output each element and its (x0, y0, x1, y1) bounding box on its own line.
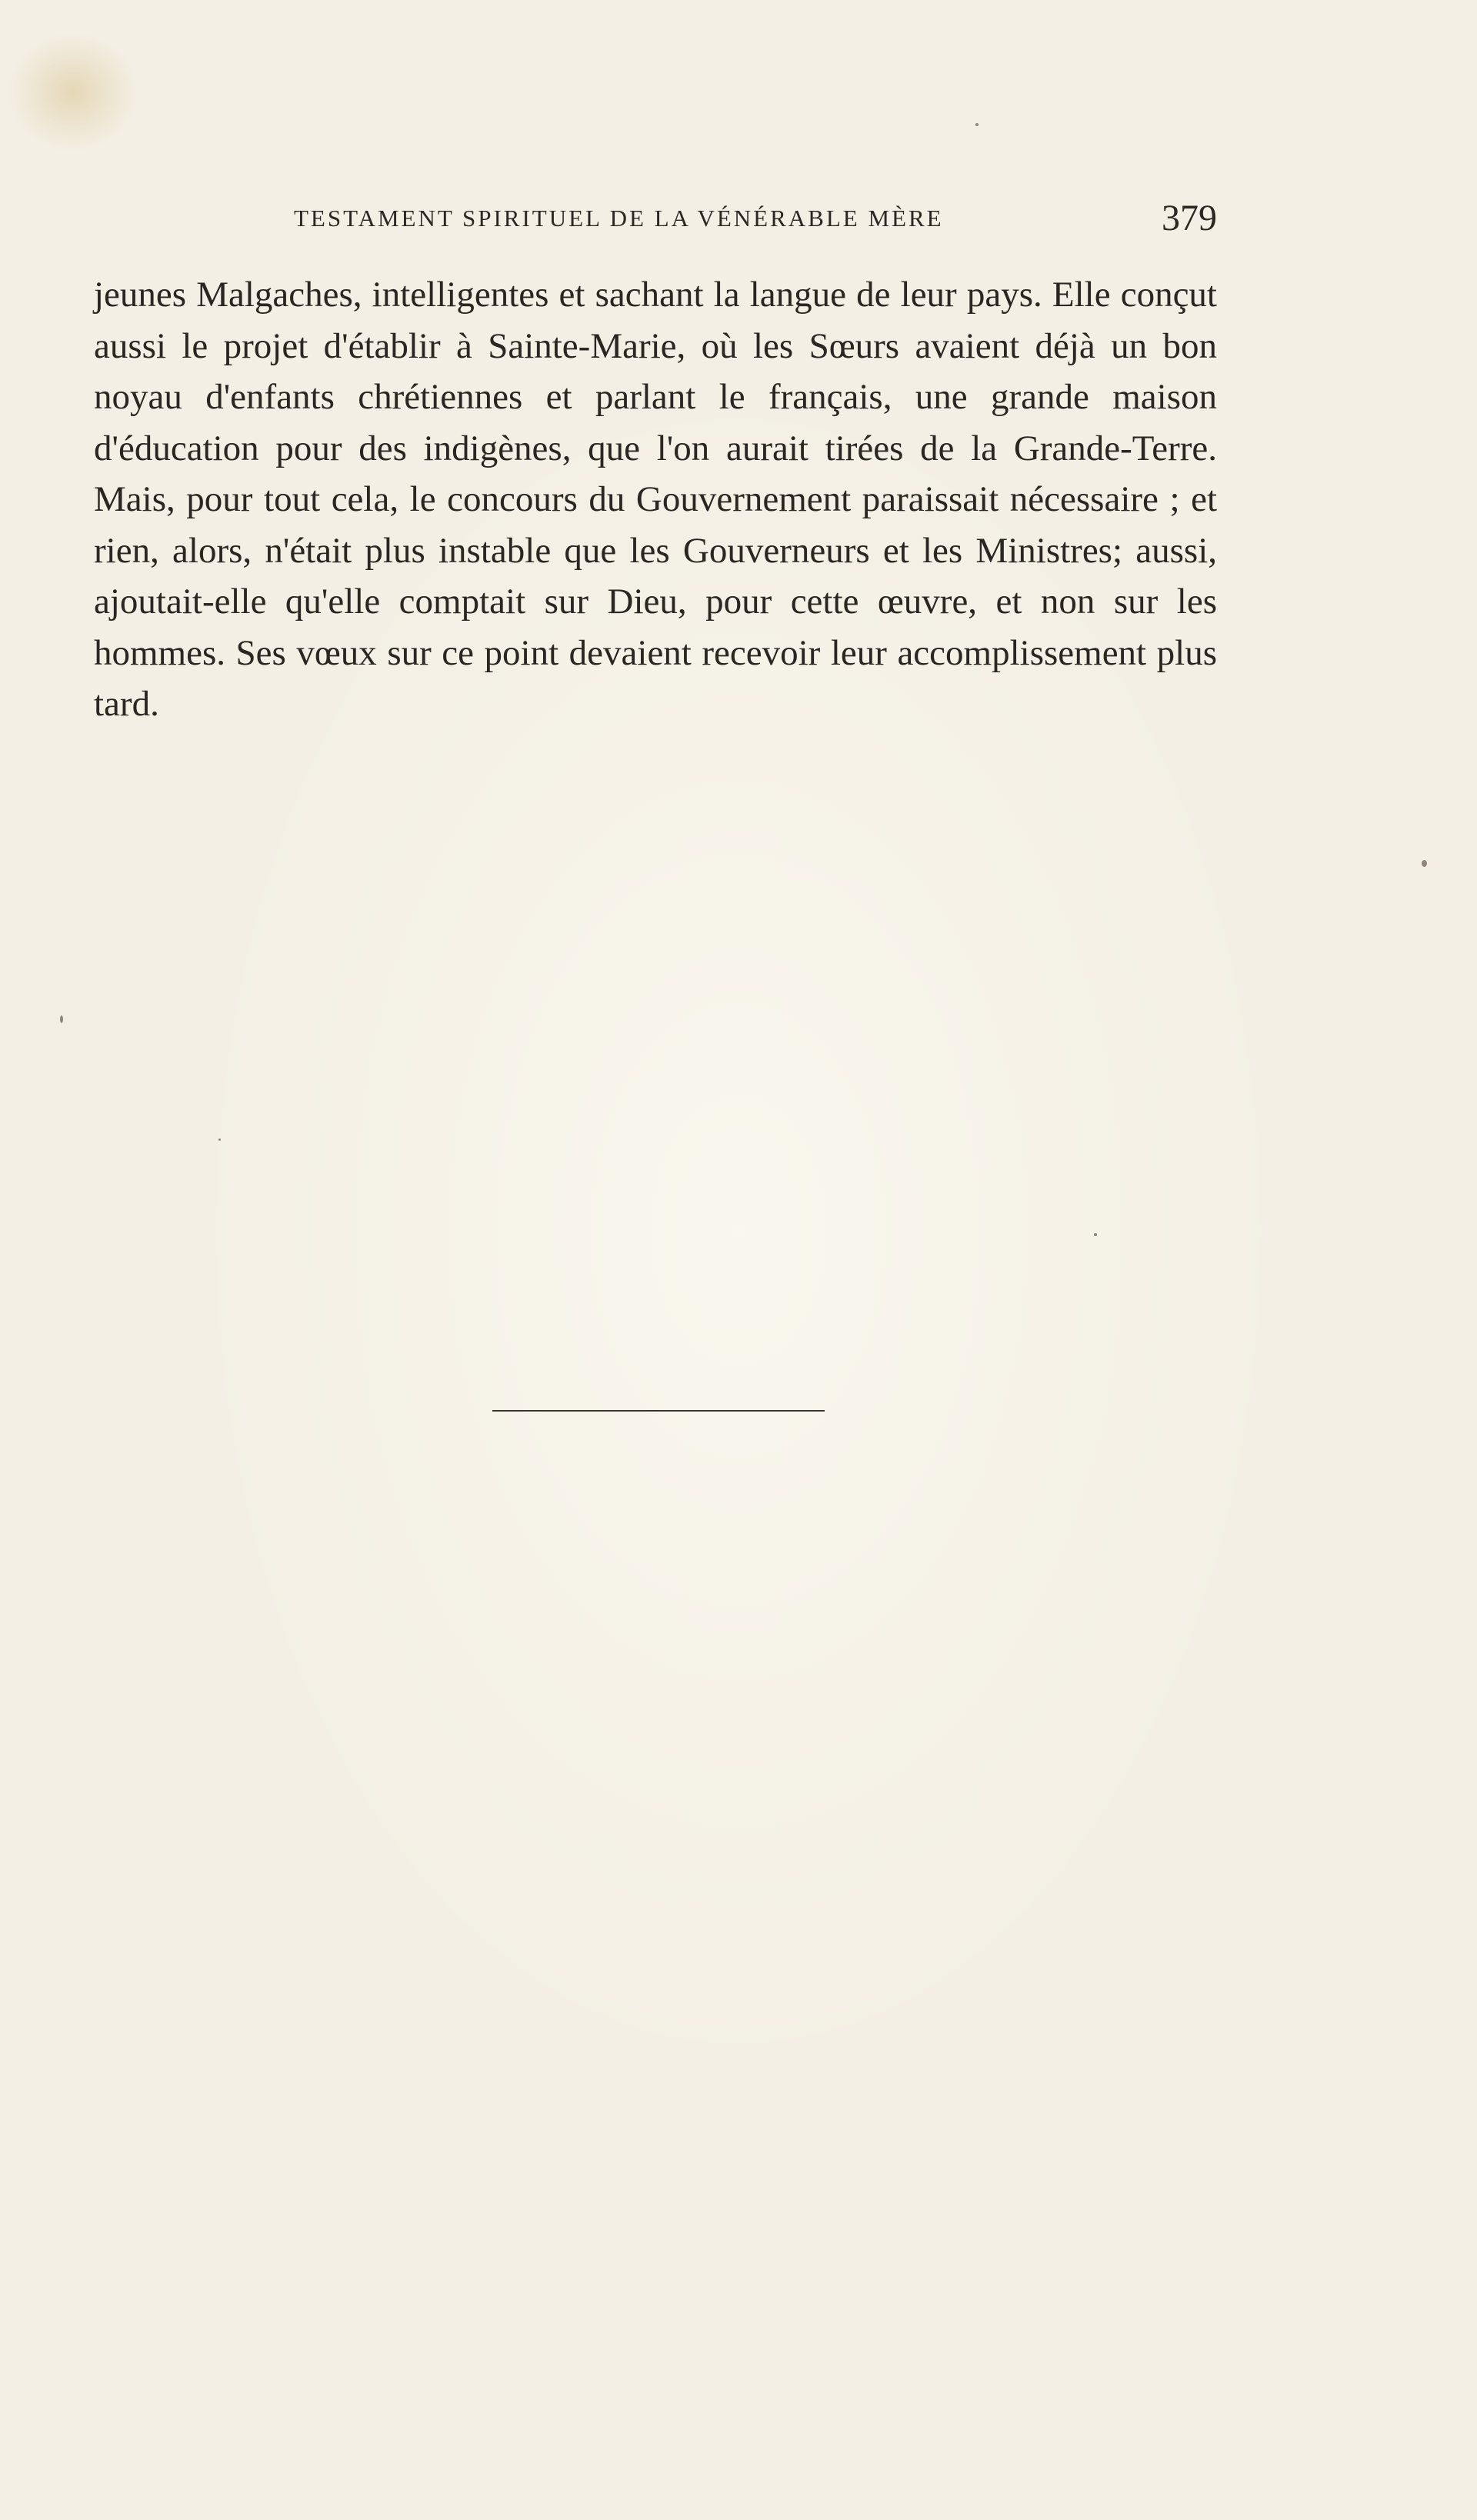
paper-speck (60, 1015, 63, 1023)
paragraph: jeunes Malgaches, intelligentes et sachant la langue de leur pays. Elle conçut aussi le projet d'établir à Sainte-Marie, où les Sœurs avaient déjà un bon noyau d'enfants chrétiennes et parlant le français, une grande maison d'éducation pour des indigènes, que l'on aurait tirées de la Grande-Terre. Mais, pour tout cela, le concours du Gouvernement paraissait nécessaire ; et rien, alors, n'était plus instable que les Gouverneurs et les Ministres; aussi, ajoutait-elle qu'elle comptait sur Dieu, pour cette œuvre, et non sur les hommes. Ses vœux sur ce point devaient recevoir leur accomplissement plus tard. (94, 275, 1217, 724)
running-head (294, 197, 1217, 251)
section-rule (492, 1410, 825, 1412)
paper-speck (1422, 860, 1427, 867)
body-text (94, 269, 1217, 730)
paper-speck (218, 1138, 221, 1141)
paper-speck (1094, 1233, 1097, 1236)
paper-speck (975, 123, 979, 126)
page-number: 379 (1162, 198, 1217, 238)
running-title: TESTAMENT SPIRITUEL DE LA VÉNÉRABLE MÈRE (294, 205, 944, 232)
